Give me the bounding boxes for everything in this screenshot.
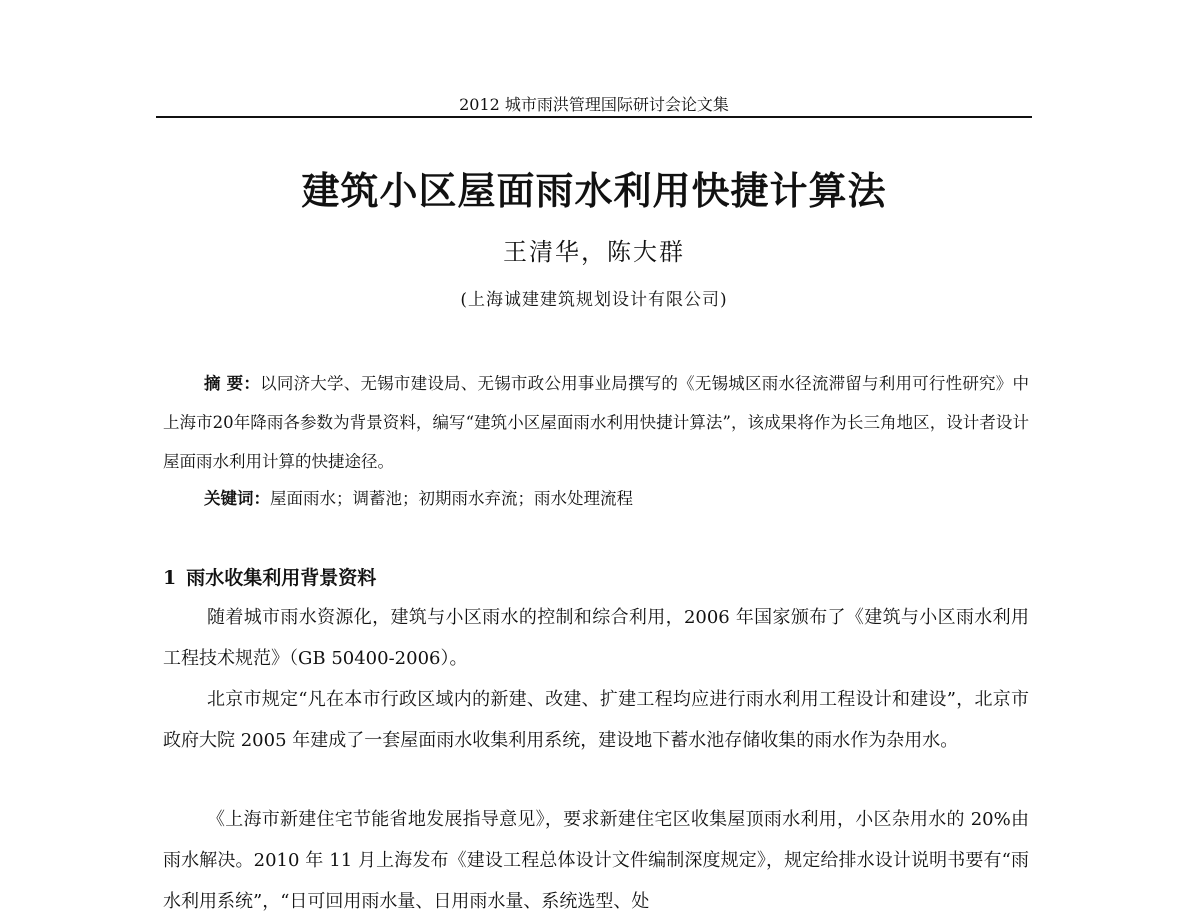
abstract [163, 364, 1029, 481]
keywords [163, 479, 1029, 518]
abstract-label: 摘 要： [204, 374, 261, 393]
section-number: 1 [163, 567, 177, 589]
paper-title: 建筑小区屋面雨水利用快捷计算法 [301, 169, 887, 213]
section-title: 雨水收集利用背景资料 [186, 567, 377, 589]
body-paragraph: 《上海市新建住宅节能省地发展指导意见》，要求新建住宅区收集屋顶雨水利用，小区杂用水的 20%由雨水解决。2010 年 11 月上海发布《建设工程总体设计文件编制深度规定》，规定给排水设计说明书要有“雨水利用系统”，“日可回用雨水量、日用雨水量、系统选型、处 [163, 809, 1029, 912]
body-paragraph: 北京市规定“凡在本市行政区域内的新建、改建、扩建工程均应进行雨水利用工程设计和建设”，北京市政府大院 2005 年建成了一套屋面雨水收集利用系统，建设地下蓄水池存储收集的雨水作为杂用水。 [163, 689, 1029, 751]
abstract-text: 以同济大学、无锡市建设局、无锡市政公用事业局撰写的《无锡城区雨水径流滞留与利用可行性研究》中上海市20年降雨各参数为背景资料，编写“建筑小区屋面雨水利用快捷计算法”，该成果将作为长三角地区，设计者设计屋面雨水利用计算的快捷途径。 [163, 374, 1029, 471]
keywords-text: 屋面雨水；调蓄池；初期雨水弃流；雨水处理流程 [270, 489, 633, 508]
keywords-label: 关键词： [204, 489, 270, 508]
paper-authors: 王清华，陈大群 [503, 238, 685, 266]
paper-affiliation: (上海诚建建筑规划设计有限公司) [460, 290, 728, 310]
running-header: 2012 城市雨洪管理国际研讨会论文集 [459, 95, 729, 114]
header-rule [156, 116, 1032, 118]
body-paragraph: 随着城市雨水资源化，建筑与小区雨水的控制和综合利用，2006 年国家颁布了《建筑与小区雨水利用工程技术规范》（GB 50400-2006）。 [163, 607, 1029, 669]
section-heading [163, 562, 1029, 594]
